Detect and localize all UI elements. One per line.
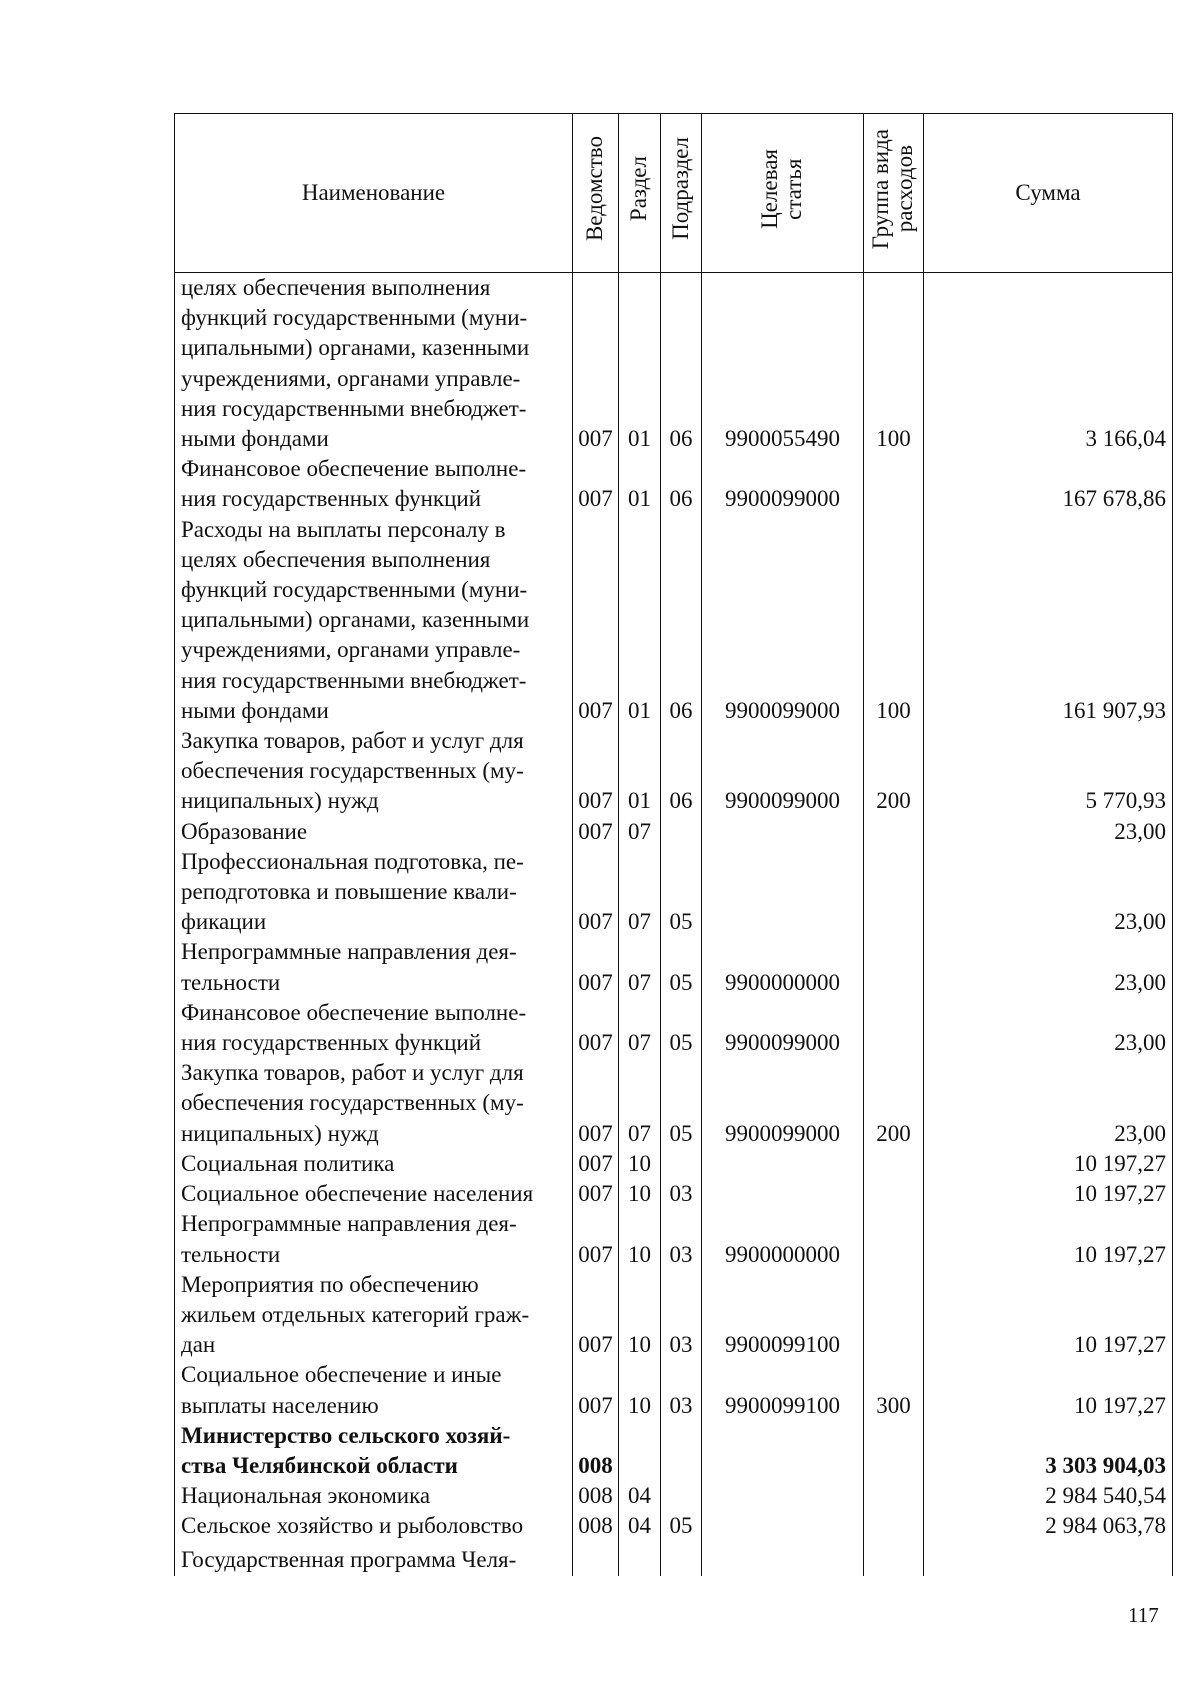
cell-section: 10 — [619, 1209, 661, 1269]
cell-section: 10 — [619, 1270, 661, 1361]
cell-name: Финансовое обеспечение выполне- ния государственных функций — [175, 454, 573, 514]
cell-sum: 10 197,27 — [924, 1149, 1173, 1179]
cell-sum: 3 166,04 — [924, 273, 1173, 455]
cell-dept: 008 — [573, 1511, 619, 1541]
cell-name: Непрограммные направления дея- тельности — [175, 937, 573, 997]
cell-sum: 23,00 — [924, 937, 1173, 997]
table-row — [175, 1511, 1173, 1541]
table-row — [175, 998, 1173, 1058]
cell-section: 01 — [619, 454, 661, 514]
header-expense-group: Группа вида расходов — [864, 114, 924, 273]
cell-dept: 007 — [573, 273, 619, 455]
cell-dept: 007 — [573, 817, 619, 847]
cell-target: 9900099100 — [702, 1270, 864, 1361]
cell-name: Закупка товаров, работ и услуг для обеспечения государственных (му- ниципальных) нужд — [175, 1058, 573, 1149]
header-dept: Ведомство — [573, 114, 619, 273]
cell-section: 10 — [619, 1360, 661, 1420]
cell-section: 07 — [619, 1058, 661, 1149]
cell-name: Профессиональная подготовка, пе- реподготовка и повышение квали- фикации — [175, 847, 573, 938]
cell-dept: 007 — [573, 937, 619, 997]
cell-dept: 007 — [573, 515, 619, 726]
cell-name: Национальная экономика — [175, 1481, 573, 1511]
cell-sum: 10 197,27 — [924, 1270, 1173, 1361]
page-number: 117 — [1128, 1603, 1159, 1627]
cell-sum: 23,00 — [924, 1058, 1173, 1149]
cell-subsection: 06 — [661, 515, 702, 726]
cell-name: Социальное обеспечение и иные выплаты населению — [175, 1360, 573, 1420]
cell-dept: 007 — [573, 1149, 619, 1179]
cell-section — [619, 1421, 661, 1481]
table-row — [175, 1179, 1173, 1209]
cell-subsection: 05 — [661, 937, 702, 997]
cell-subsection — [661, 1542, 702, 1576]
cell-section: 04 — [619, 1511, 661, 1541]
cell-dept: 008 — [573, 1481, 619, 1511]
table-row — [175, 847, 1173, 938]
cell-target: 9900055490 — [702, 273, 864, 455]
cell-target: 9900099000 — [702, 726, 864, 817]
cell-sum: 161 907,93 — [924, 515, 1173, 726]
cell-name: Закупка товаров, работ и услуг для обеспечения государственных (му- ниципальных) нужд — [175, 726, 573, 817]
cell-dept: 007 — [573, 1360, 619, 1420]
cell-expense-group: 200 — [864, 1058, 924, 1149]
cell-expense-group — [864, 1209, 924, 1269]
cell-name: целях обеспечения выполнения функций государственными (муни- ципальными) органами, казенными учреждениями, органами управле- ния государственными внебюджет- ными фондами — [175, 273, 573, 455]
header-subsection: Подраздел — [661, 114, 702, 273]
table-row — [175, 817, 1173, 847]
cell-dept: 007 — [573, 454, 619, 514]
table-row — [175, 1209, 1173, 1269]
cell-dept — [573, 1542, 619, 1576]
cell-expense-group — [864, 1179, 924, 1209]
cell-subsection: 06 — [661, 726, 702, 817]
cell-expense-group — [864, 847, 924, 938]
table-row — [175, 1481, 1173, 1511]
cell-target — [702, 847, 864, 938]
cell-subsection: 03 — [661, 1179, 702, 1209]
cell-expense-group — [864, 1481, 924, 1511]
cell-section: 07 — [619, 847, 661, 938]
cell-sum — [924, 1542, 1173, 1576]
table-row — [175, 937, 1173, 997]
table-row — [175, 454, 1173, 514]
cell-expense-group — [864, 1542, 924, 1576]
cell-expense-group: 100 — [864, 515, 924, 726]
cell-target: 9900099000 — [702, 454, 864, 514]
cell-sum: 5 770,93 — [924, 726, 1173, 817]
cell-target — [702, 1179, 864, 1209]
cell-sum: 10 197,27 — [924, 1209, 1173, 1269]
cell-section: 07 — [619, 937, 661, 997]
table-row — [175, 1058, 1173, 1149]
cell-target: 9900000000 — [702, 1209, 864, 1269]
cell-target: 9900000000 — [702, 937, 864, 997]
cell-sum: 10 197,27 — [924, 1179, 1173, 1209]
cell-expense-group: 300 — [864, 1360, 924, 1420]
table-row — [175, 1421, 1173, 1481]
cell-dept: 007 — [573, 1270, 619, 1361]
cell-subsection: 05 — [661, 847, 702, 938]
cell-sum: 23,00 — [924, 998, 1173, 1058]
cell-subsection: 05 — [661, 998, 702, 1058]
cell-subsection — [661, 817, 702, 847]
cell-section: 01 — [619, 726, 661, 817]
cell-dept: 007 — [573, 847, 619, 938]
table-row — [175, 1270, 1173, 1361]
cell-name: Сельское хозяйство и рыболовство — [175, 1511, 573, 1541]
cell-subsection — [661, 1149, 702, 1179]
cell-sum: 23,00 — [924, 847, 1173, 938]
cell-name: Социальное обеспечение населения — [175, 1179, 573, 1209]
cell-dept: 007 — [573, 998, 619, 1058]
cell-dept: 008 — [573, 1421, 619, 1481]
table-row — [175, 1542, 1173, 1576]
cell-target — [702, 1481, 864, 1511]
cell-sum: 167 678,86 — [924, 454, 1173, 514]
cell-subsection — [661, 1421, 702, 1481]
cell-expense-group — [864, 1149, 924, 1179]
cell-section: 10 — [619, 1179, 661, 1209]
cell-target — [702, 1542, 864, 1576]
cell-target — [702, 1149, 864, 1179]
cell-target — [702, 1511, 864, 1541]
cell-expense-group: 100 — [864, 273, 924, 455]
cell-section: 07 — [619, 817, 661, 847]
budget-table — [174, 113, 1173, 1576]
cell-expense-group — [864, 817, 924, 847]
cell-section: 10 — [619, 1149, 661, 1179]
cell-name: Финансовое обеспечение выполне- ния государственных функций — [175, 998, 573, 1058]
table-row — [175, 1360, 1173, 1420]
cell-name: Мероприятия по обеспечению жильем отдельных категорий граж- дан — [175, 1270, 573, 1361]
cell-dept: 007 — [573, 1179, 619, 1209]
cell-section: 07 — [619, 998, 661, 1058]
cell-subsection: 05 — [661, 1511, 702, 1541]
cell-subsection: 06 — [661, 454, 702, 514]
cell-subsection: 06 — [661, 273, 702, 455]
cell-name: Образование — [175, 817, 573, 847]
cell-subsection — [661, 1481, 702, 1511]
cell-dept: 007 — [573, 1058, 619, 1149]
cell-target: 9900099000 — [702, 1058, 864, 1149]
cell-target: 9900099000 — [702, 515, 864, 726]
cell-section — [619, 1542, 661, 1576]
cell-subsection: 03 — [661, 1360, 702, 1420]
cell-name: Государственная программа Челя- — [175, 1542, 573, 1576]
cell-expense-group: 200 — [864, 726, 924, 817]
cell-expense-group — [864, 454, 924, 514]
cell-expense-group — [864, 1270, 924, 1361]
cell-section: 01 — [619, 515, 661, 726]
cell-subsection: 03 — [661, 1270, 702, 1361]
header-sum: Сумма — [924, 114, 1173, 273]
cell-name: Расходы на выплаты персоналу в целях обеспечения выполнения функций государственными (муни- ципальными) органами, казенными учреждениями, органами управле- ния государственными внебюджет- ными фондами — [175, 515, 573, 726]
cell-target — [702, 1421, 864, 1481]
cell-name: Социальная политика — [175, 1149, 573, 1179]
table-row — [175, 515, 1173, 726]
cell-sum: 23,00 — [924, 817, 1173, 847]
cell-section: 01 — [619, 273, 661, 455]
cell-expense-group — [864, 998, 924, 1058]
cell-sum: 3 303 904,03 — [924, 1421, 1173, 1481]
cell-target: 9900099000 — [702, 998, 864, 1058]
cell-subsection: 05 — [661, 1058, 702, 1149]
cell-expense-group — [864, 937, 924, 997]
cell-subsection: 03 — [661, 1209, 702, 1269]
cell-sum: 2 984 540,54 — [924, 1481, 1173, 1511]
table-row — [175, 273, 1173, 455]
table-header-row — [175, 114, 1173, 273]
cell-expense-group — [864, 1511, 924, 1541]
cell-target — [702, 817, 864, 847]
table-body — [175, 273, 1173, 1576]
cell-sum: 2 984 063,78 — [924, 1511, 1173, 1541]
cell-section: 04 — [619, 1481, 661, 1511]
cell-dept: 007 — [573, 1209, 619, 1269]
header-target: Целевая статья — [702, 114, 864, 273]
header-section: Раздел — [619, 114, 661, 273]
table-row — [175, 1149, 1173, 1179]
cell-name: Непрограммные направления дея- тельности — [175, 1209, 573, 1269]
cell-target: 9900099100 — [702, 1360, 864, 1420]
cell-expense-group — [864, 1421, 924, 1481]
cell-sum: 10 197,27 — [924, 1360, 1173, 1420]
table-row — [175, 726, 1173, 817]
cell-dept: 007 — [573, 726, 619, 817]
cell-name: Министерство сельского хозяй- ства Челябинской области — [175, 1421, 573, 1481]
header-name: Наименование — [175, 114, 573, 273]
